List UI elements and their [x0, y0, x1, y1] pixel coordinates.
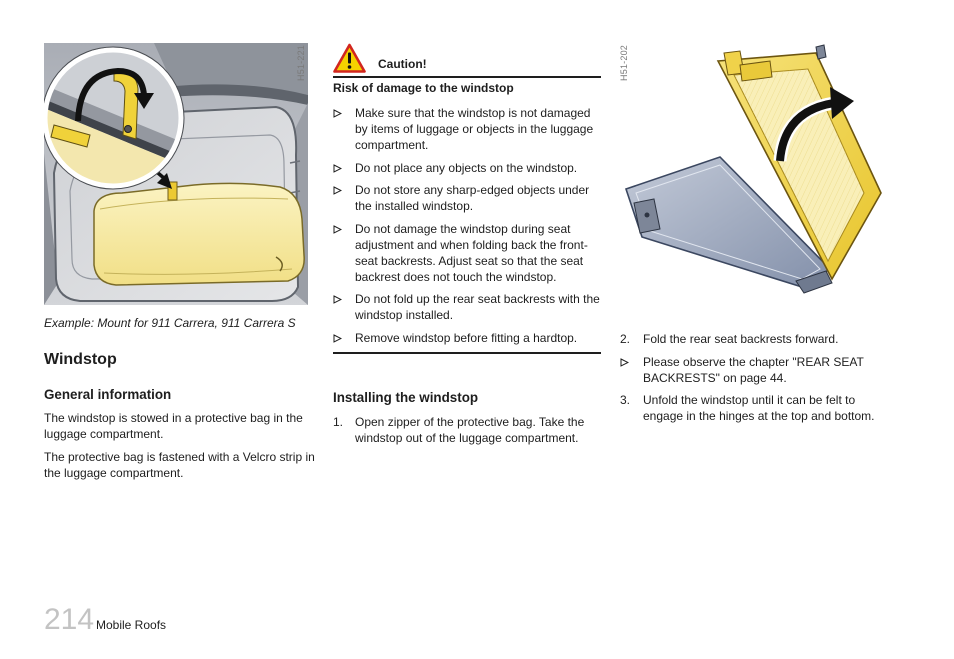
subheading-installing-the-windstop: Installing the windstop: [333, 390, 479, 405]
step-text: Fold the rear seat backrests forward.: [643, 332, 839, 346]
caution-rule-bottom: [333, 352, 601, 354]
step-number: 2.: [620, 332, 631, 346]
list-item-text: Do not fold up the rear seat backrests with the windstop installed.: [355, 292, 600, 322]
list-item: [333, 330, 603, 346]
step-item: [333, 414, 603, 446]
list-item: [333, 291, 603, 323]
paragraph: The protective bag is fastened with a Velcro strip in the luggage compartment.: [44, 450, 315, 480]
triangle-right-outline-icon: [333, 186, 342, 195]
list-item-text: Remove windstop before fitting a hardtop.: [355, 330, 578, 345]
unfold-steps: [620, 331, 885, 431]
list-item-text: Do not damage the windstop during seat adjustment and when folding back the front-seat backrests. Adjust seat so that the seat backrest does not touch the windstop.: [355, 221, 588, 284]
protective-bag: [94, 182, 304, 285]
triangle-right-outline-icon: [333, 109, 342, 118]
list-item: [333, 160, 603, 176]
caution-list: [333, 105, 603, 352]
triangle-right-outline-icon: [333, 164, 342, 173]
triangle-right-outline-icon: [333, 334, 342, 343]
list-item-text: Do not store any sharp-edged objects under the installed windstop.: [355, 183, 590, 213]
caution-rule-top: [333, 76, 601, 78]
step-number: 1.: [333, 415, 344, 429]
list-item-text: Do not place any objects on the windstop.: [355, 160, 578, 175]
list-item-text: Make sure that the windstop is not damaged by items of luggage or objects in the luggage compartment.: [355, 106, 594, 152]
general-information-text: [44, 410, 320, 481]
step-item: [620, 392, 885, 424]
step-text: Open zipper of the protective bag. Take the windstop out of the luggage compartment.: [355, 415, 585, 445]
step-number: 3.: [620, 393, 631, 407]
section-title: Mobile Roofs: [96, 618, 167, 632]
caution-title: Risk of damage to the windstop: [333, 81, 514, 95]
triangle-right-outline-icon: [333, 295, 342, 304]
subheading-general-information: General information: [44, 387, 172, 402]
step-text: Unfold the windstop until it can be felt to engage in the hinges at the top and bottom.: [643, 393, 875, 423]
triangle-right-outline-icon: [620, 358, 629, 367]
luggage-compartment-illustration: [44, 43, 308, 305]
list-item: [333, 105, 603, 153]
note-item: [620, 354, 885, 386]
paragraph: The windstop is stowed in a protective bag in the luggage compartment.: [44, 411, 303, 441]
list-item: [333, 221, 603, 285]
caution-label: Caution!: [378, 57, 427, 71]
figure-caption: Example: Mount for 911 Carrera, 911 Carrera S: [44, 316, 296, 330]
page-number: 214: [44, 603, 95, 636]
section-heading: Windstop: [44, 351, 117, 368]
list-item: [333, 182, 603, 214]
step-item: [620, 331, 885, 347]
triangle-right-outline-icon: [333, 225, 342, 234]
figure-code-right: H51-202: [619, 45, 629, 81]
windstop-illustration: [620, 43, 882, 305]
install-steps: [333, 414, 603, 453]
note-text: Please observe the chapter "REAR SEAT BACKRESTS" on page 44.: [643, 354, 864, 385]
figure-code-left: H51-221: [296, 45, 306, 81]
warning-triangle-icon: [333, 43, 366, 73]
